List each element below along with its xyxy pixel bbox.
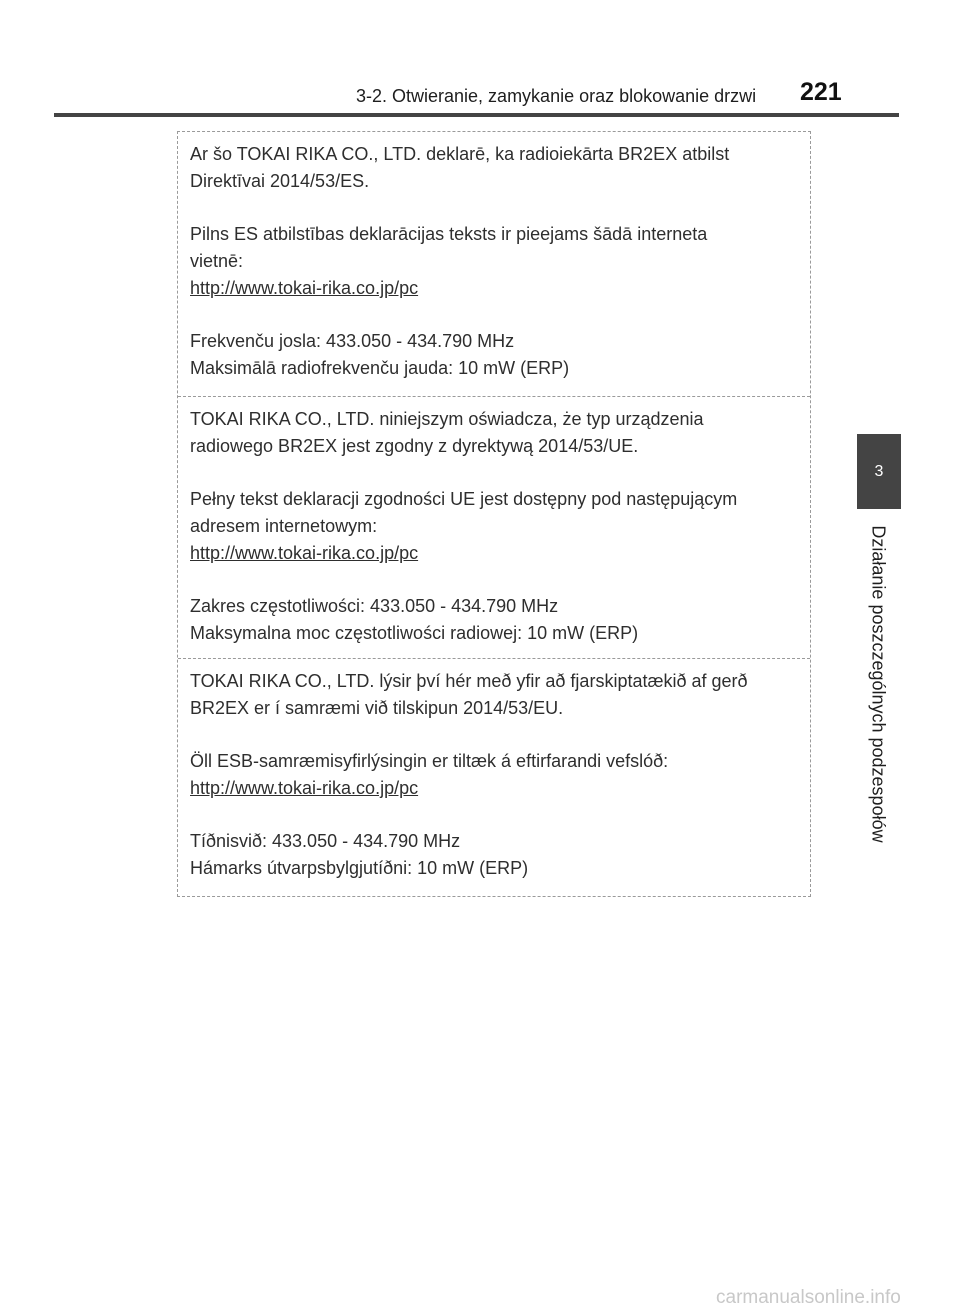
chapter-tab [857,434,901,509]
header-divider [54,113,899,117]
page-number: 221 [800,78,842,106]
frequency-band: Zakres częstotliwości: 433.050 - 434.790 MHz [190,596,559,616]
declaration-url-link[interactable]: http://www.tokai-rika.co.jp/pc [190,778,419,798]
chapter-title: Działanie poszczególnych podzespołów [868,525,889,843]
declaration-url-link[interactable]: http://www.tokai-rika.co.jp/pc [190,278,419,298]
declaration-url-link[interactable]: http://www.tokai-rika.co.jp/pc [190,543,419,563]
statement-line: BR2EX er í samræmi við tilskipun 2014/53/EU. [190,698,564,718]
statement-line: TOKAI RIKA CO., LTD. lýsir því hér með yfir að fjarskiptatækið af gerð [190,671,748,691]
fulltext-line: Pilns ES atbilstības deklarācijas teksts ir pieejams šādā interneta [190,224,708,244]
max-power: Hámarks útvarpsbylgjutíðni: 10 mW (ERP) [190,858,529,878]
declaration-polish [178,396,810,658]
max-power: Maksymalna moc częstotliwości radiowej: 10 mW (ERP) [190,623,639,643]
statement-line: Ar šo TOKAI RIKA CO., LTD. deklarē, ka radioiekārta BR2EX atbilst [190,144,730,164]
section-title: 3-2. Otwieranie, zamykanie oraz blokowanie drzwi [356,86,757,106]
declarations-table [177,131,811,897]
frequency-band: Tíðnisvið: 433.050 - 434.790 MHz [190,831,461,851]
declaration-icelandic [178,658,810,896]
chapter-number: 3 [874,462,884,480]
fulltext-line: vietnē: [190,251,244,271]
fulltext-line: Pełny tekst deklaracji zgodności UE jest dostępny pod następującym [190,489,738,509]
max-power: Maksimālā radiofrekvenču jauda: 10 mW (ERP) [190,358,570,378]
statement-line: Direktīvai 2014/53/ES. [190,171,370,191]
fulltext-line: Öll ESB-samræmisyfirlýsingin er tiltæk á eftirfarandi vefslóð: [190,751,669,771]
statement-line: radiowego BR2EX jest zgodny z dyrektywą 2014/53/UE. [190,436,639,456]
declaration-latvian [178,132,810,396]
frequency-band: Frekvenču josla: 433.050 - 434.790 MHz [190,331,515,351]
statement-line: TOKAI RIKA CO., LTD. niniejszym oświadcza, że typ urządzenia [190,409,704,429]
fulltext-line: adresem internetowym: [190,516,378,536]
watermark-text: carmanualsonline.info [716,1287,901,1308]
